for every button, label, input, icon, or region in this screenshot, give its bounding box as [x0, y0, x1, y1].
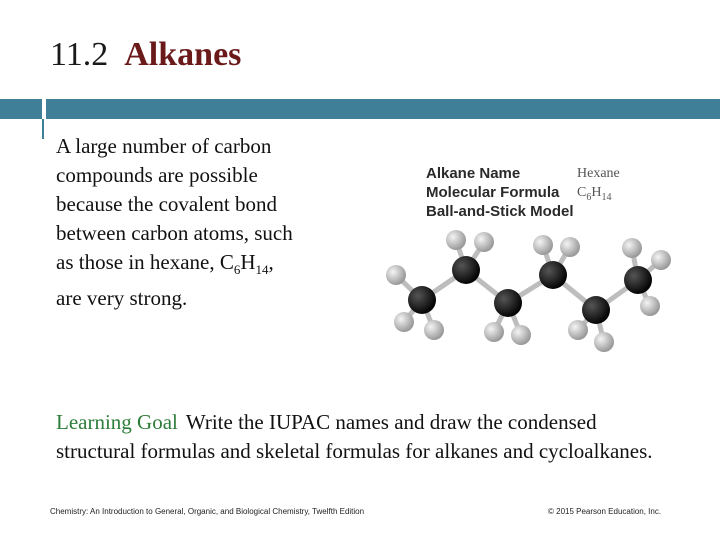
slide-title [50, 36, 241, 74]
body-text-after: , are very strong. [56, 250, 274, 311]
learning-goal-label: Learning Goal [56, 410, 178, 434]
footer-copyright: © 2015 Pearson Education, Inc. [548, 507, 662, 516]
body-sub-hydrogen: 14 [255, 262, 269, 278]
label-molecular-formula: Molecular Formula [426, 184, 560, 201]
body-mid: H [240, 250, 256, 274]
learning-goal-text: Write the IUPAC names and draw the condensed structural formulas and skeletal formulas for alkanes and cycloalkanes. [56, 410, 653, 463]
title-word: Alkanes [124, 36, 242, 73]
accent-bar-right [46, 99, 720, 119]
label-ball-stick: Ball-and-Stick Model [426, 203, 574, 220]
body-sub-carbon: 6 [233, 262, 241, 278]
value-formula: $C_6H_{14}$ [577, 185, 612, 203]
body-text-before: A large number of carbon compounds are possible because the covalent bond between carbon atoms, such as those in hexane, C [56, 134, 293, 274]
label-alkane-name: Alkane Name [426, 165, 521, 182]
value-hexane: Hexane [577, 166, 620, 181]
hexane-ball-stick-model [376, 160, 676, 360]
accent-bar-left [0, 99, 42, 119]
learning-goal [56, 408, 656, 466]
accent-bar-notch [22, 119, 44, 139]
body-paragraph [56, 132, 296, 313]
section-number: 11.2 [50, 36, 109, 73]
footer-book-title: Chemistry: An Introduction to General, Organic, and Biological Chemistry, Twelfth Edition [50, 507, 365, 516]
